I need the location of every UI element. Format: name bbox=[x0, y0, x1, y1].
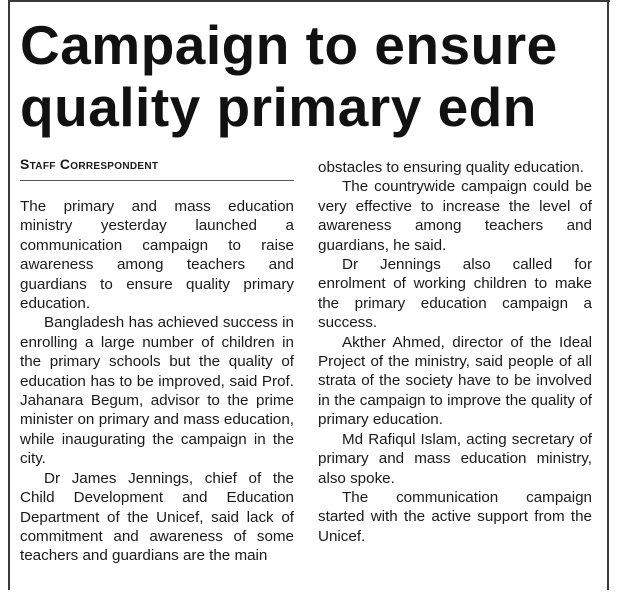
top-border-rule bbox=[8, 0, 610, 2]
paragraph: The communication campaign started with the active support from the Unicef. bbox=[318, 488, 592, 545]
paragraph: Dr Jennings also called for enrolment of working children to make the primary education campaign a success. bbox=[318, 256, 592, 332]
byline-divider bbox=[20, 180, 294, 181]
paragraph: The primary and mass education ministry yesterday launched a communication campaign to raise awareness among teachers and guardians to ensure quality primary education. bbox=[20, 198, 294, 313]
right-border-rule bbox=[607, 0, 609, 590]
left-border-rule bbox=[8, 0, 10, 590]
headline: Campaign to ensure quality primary edn bbox=[20, 14, 558, 138]
article-column-left bbox=[20, 197, 294, 566]
paragraph: Md Rafiqul Islam, acting secretary of primary and mass education ministry, also spoke. bbox=[318, 430, 592, 487]
paragraph: The countrywide campaign could be very effective to increase the level of awareness among teachers and guardians, he said. bbox=[318, 178, 592, 254]
paragraph: Dr James Jennings, chief of the Child Development and Education Department of the Unicef, said lack of commitment and awareness of some teachers and guardians are the main bbox=[20, 469, 294, 565]
byline: Staff Correspondent bbox=[20, 156, 159, 172]
paragraph: Bangladesh has achieved success in enrolling a large number of children in the primary schools but the quality of education has to be improved, said Prof. Jahanara Begum, advisor to the prime minister on primary and mass education, while inaugurating the campaign in the city. bbox=[20, 314, 294, 468]
paragraph: Akther Ahmed, director of the Ideal Project of the ministry, said people of all strata of the society have to be involved in the campaign to improve the quality of primary education. bbox=[318, 333, 592, 429]
article-column-right bbox=[318, 158, 592, 546]
paragraph: obstacles to ensuring quality education. bbox=[318, 159, 584, 176]
